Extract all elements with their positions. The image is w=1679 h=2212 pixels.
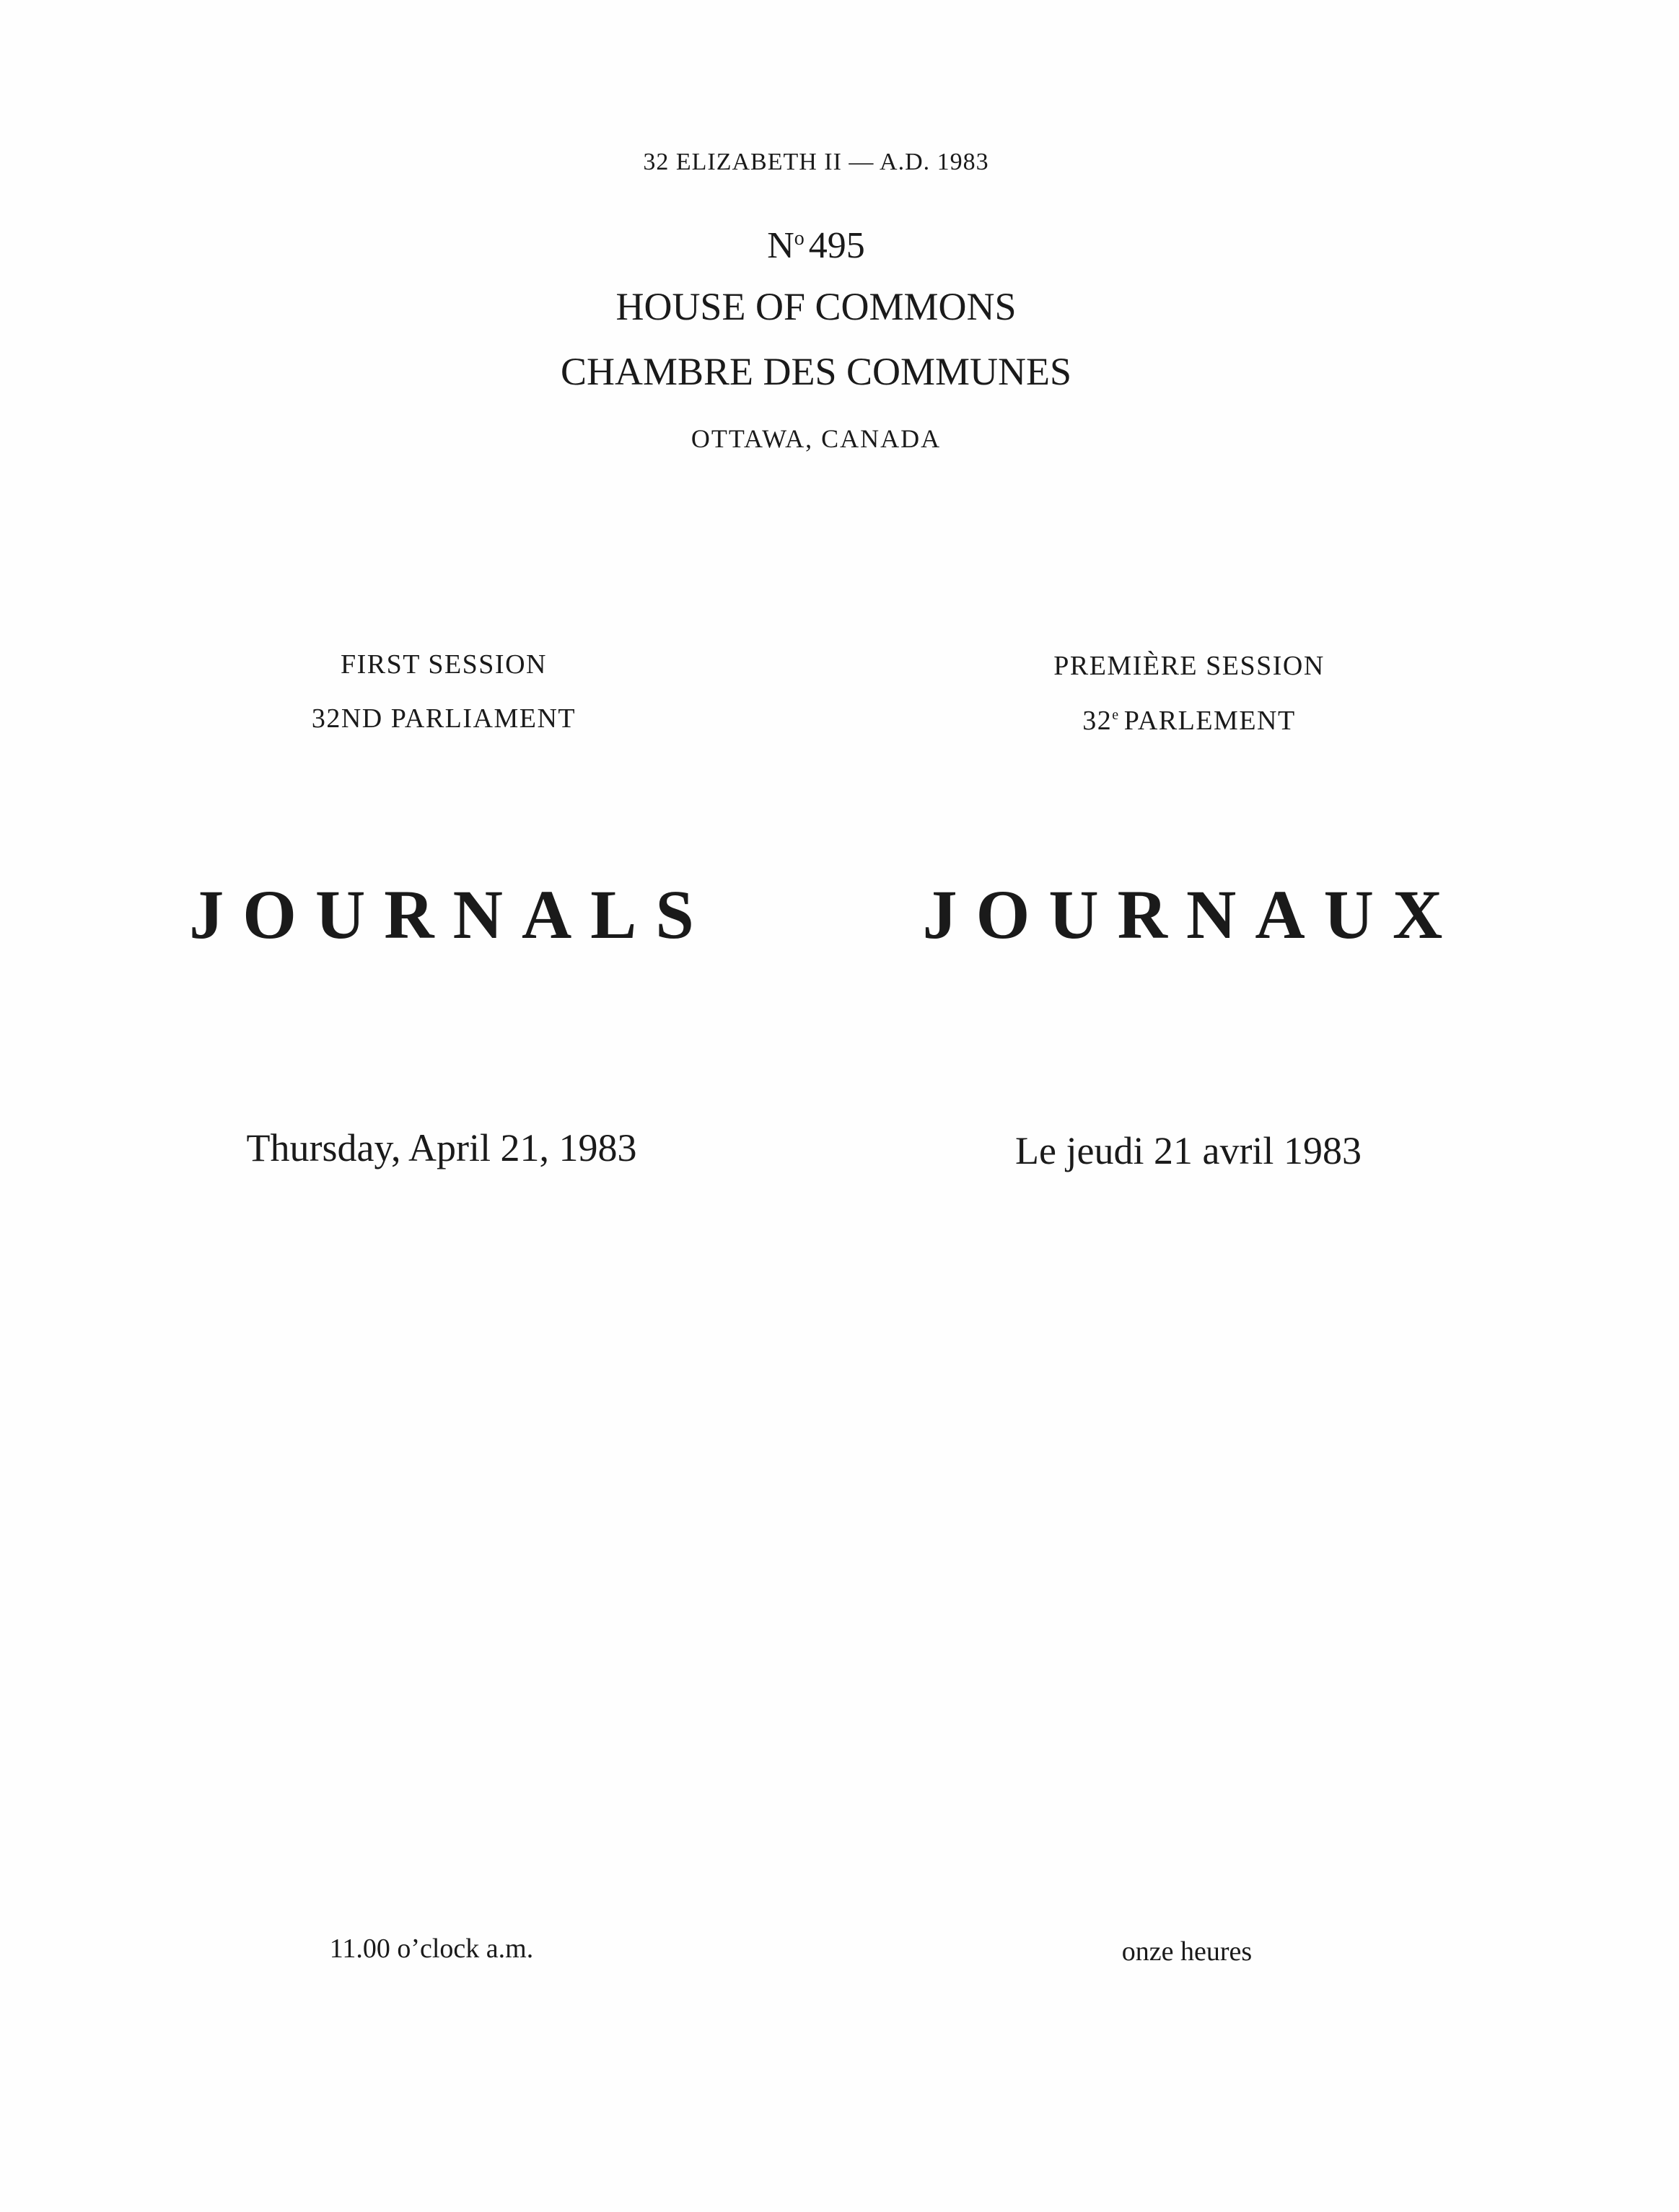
title-french: JOURNAUX (922, 876, 1462, 953)
time-french: onze heures (1121, 1936, 1253, 1967)
parliament-superscript: e (1112, 707, 1120, 723)
session-english: FIRST SESSION (341, 649, 547, 680)
number-prefix: N (767, 225, 794, 266)
parliament-number: 32 (1082, 706, 1113, 736)
session-french: PREMIÈRE SESSION (1053, 651, 1325, 681)
location: OTTAWA, CANADA (691, 424, 942, 453)
journal-number (767, 227, 865, 265)
parliament-french (1082, 707, 1295, 734)
date-english: Thursday, April 21, 1983 (246, 1126, 637, 1169)
regnal-year: 32 ELIZABETH II — A.D. 1983 (643, 149, 989, 175)
number-superscript: o (794, 227, 805, 250)
time-english: 11.00 o’clock a.m. (329, 1934, 534, 1964)
date-french: Le jeudi 21 avril 1983 (1015, 1129, 1362, 1172)
title-english: JOURNALS (189, 876, 713, 953)
house-name-french: CHAMBRE DES COMMUNES (560, 350, 1072, 393)
house-name-english: HOUSE OF COMMONS (615, 285, 1017, 328)
parliament-english: 32ND PARLIAMENT (311, 703, 577, 734)
parliament-word: PARLEMENT (1123, 706, 1296, 736)
number-value: 495 (808, 225, 865, 266)
